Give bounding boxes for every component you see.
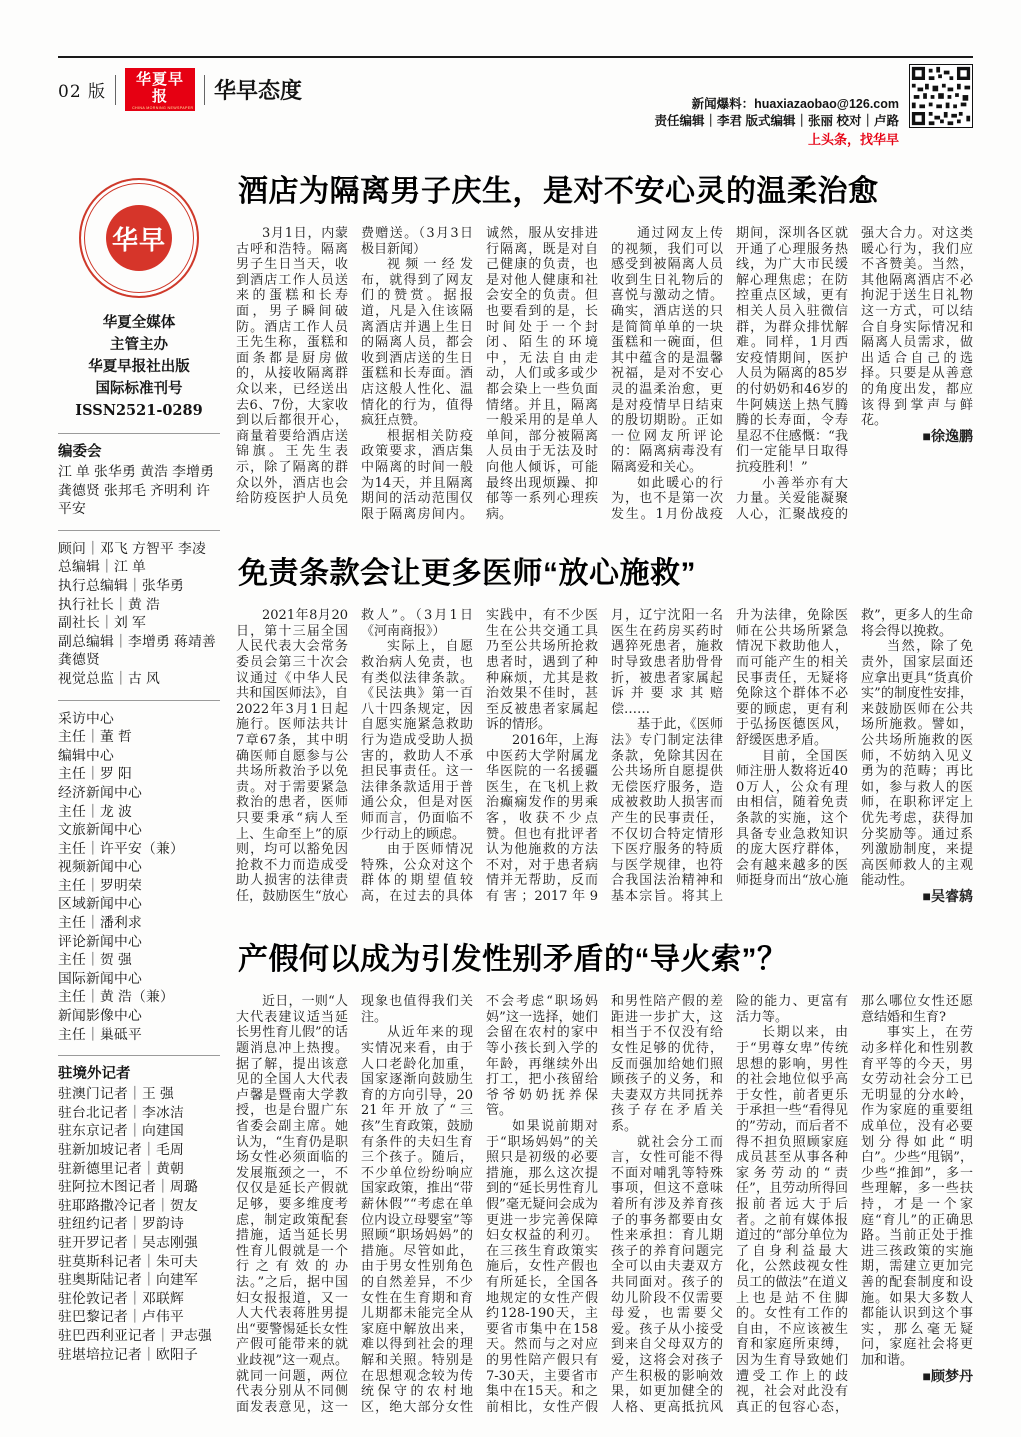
sidebar-line: 主任｜龙 波	[58, 803, 133, 819]
sidebar-section	[58, 700, 220, 1045]
sidebar-line: 主任｜董 哲	[58, 729, 133, 745]
article-3-body	[236, 994, 973, 1415]
sidebar-line: 副社长｜刘 军	[58, 615, 147, 631]
sidebar-line: 视觉总监｜古 风	[58, 670, 161, 686]
sidebar-section	[58, 433, 220, 519]
page-header	[58, 62, 973, 148]
article-paragraph: 事实上，在劳动多样化和性别教育平等的今天，男女劳动社会分工已无明显的分水岭，作为家庭的重要组成单位，没有必要划分得如此“明白”。少些“甩锅”，少些“推卸”，多一些理解，多一些扶持，才是一个家庭“育儿”的正确思路。当前正处于推进三孩政策的实施期，需建立更加完善的配套制度和设施。如果大多数人都能认识到这个事实，那么毫无疑问，家庭社会将更加和谐。	[861, 1025, 973, 1368]
sidebar-section	[58, 1055, 220, 1364]
sidebar-line: 驻东京记者｜向建国	[58, 1123, 184, 1139]
sidebar-line: 驻耶路撒冷记者｜贺友	[58, 1197, 198, 1213]
header-divider	[115, 75, 116, 105]
sidebar-line: 驻堪培拉记者｜欧阳子	[58, 1346, 198, 1362]
sidebar-line: 驻澳门记者｜王 强	[58, 1086, 175, 1102]
sidebar-line: 主任｜潘利求	[58, 915, 142, 931]
article-paragraph: 通过网友上传的视频，我们可以感受到被隔离人员收到生日礼物后的喜悦与激动之情。确实，酒店送的只是简简单单的一块蛋糕和一碗面，但其中蕴含的是温馨祝福，是对不安心灵的温柔治愈，更是对疫情早日结束的殷切期盼。正如一位网友所评论的：隔离病毒没有隔离爱和关心。	[611, 226, 723, 475]
article-paragraph: 就社会分工而言，女性可能不得不面对哺乳等特殊事项，但这不意味着所有涉及养育孩子的事务都要由女性来承担：育儿期孩子的养育问题完全可以由夫妻双方共同面对。孩子的幼儿阶段不仅需要母爱，也需要父爱。孩子从小接受到来自父母双方的爱，这将会对孩子产生积极的影响效果，如更加健全的人格、更高抵抗风险的能力、更富有活力等。	[611, 994, 848, 1415]
article-paragraph: 基于此，《医师法》专门制定法律条款，免除其因在公共场所自愿提供无偿医疗服务，造成被救助人损害而产生的民事责任，不仅切合特定情形下医疗服务的特质与医学规律，也符合我国法治精神和基本宗旨。将其上升为法律，免除医师在公共场所紧急情况下救助他人，而可能产生的相关民事责任，无疑将免除这个群体不必要的顾虑，更有利于弘扬医德医风，舒缓医患矛盾。	[611, 608, 848, 904]
article-paragraph: 近日，一则“人大代表建议适当延长男性育儿假”的话题消息冲上热搜。据了解，提出该意见的全国人大代表卢馨是暨南大学教授，也是台盟广东省委会副主席。她认为，“生育仍是职场女性必须面临的发展瓶颈之一，不仅仅是延长产假就足够，要多维度考虑，制定政策配套措施，适当延长男性育儿假就是一个行之有效的办法。”之后，据中国妇女报报道，又一人大代表蒋胜男提出“要警惕延长女性产假可能带来的就业歧视”这一观点。就同一问题，两位代表分别从不同侧面发表意见，这一现象也值得我们关注。	[236, 994, 473, 1415]
article-paragraph: 由于医师情况特殊，公众对这个群体的期望值较高，在过去的具体实践中，有不少医生在公共交通工具乃至公共场所抢救患者时，遇到了种种麻烦，尤其是救治效果不佳时，甚至反被患者家属起诉的情形。	[361, 608, 598, 904]
sidebar-line: 江 单 张华勇 黄浩 李增勇 龚德贤 张邦毛 齐明利 许平安	[58, 464, 215, 517]
sidebar-line: 执行总编辑｜张华勇	[58, 577, 184, 593]
sidebar-line: 驻阿拉木图记者｜周璐	[58, 1179, 198, 1195]
sidebar-section-title: 编委会	[58, 444, 102, 460]
page-content	[58, 174, 973, 1437]
article-paragraph: 小善举亦有大力量。关爱能凝聚人心，汇聚战疫的强大合力。对这类暖心行为，我们应不吝赞美。当然，其他隔离酒店不必拘泥于送生日礼物这一方式，可以结合自身实际情况和隔离人员需求，做出适合自己的选择。只要是从善意的角度出发，都应该得到掌声与鲜花。	[736, 226, 973, 522]
article-paragraph: 如果说前期对于“职场妈妈”的关照只是初级的必要措施，那么这次提到的“延长男性育儿假”毫无疑问会成为更进一步完善保障妇女权益的利刃。在三孩生育政策实施后，女性产假也有所延长，全国各地规定的女性产假约128-190天，主要省市集中在158天。然而与之对应的男性陪产假只有7-30天，主要省市集中在15天。和之前相比，女性产假和男性陪产假的差距进一步扩大，这相当于不仅没有给女性足够的优待，反而强加给她们照顾孩子的义务，和夫妻双方共同抚养孩子存在矛盾关系。	[486, 994, 723, 1415]
sidebar-line: 文旅新闻中心	[58, 822, 142, 838]
header-left	[58, 62, 302, 111]
sidebar-section-title: 驻境外记者	[58, 1066, 131, 1083]
sidebar-line: 驻新德里记者｜黄朝	[58, 1160, 184, 1176]
publisher-line: ISSN2521-0289	[75, 402, 203, 419]
sidebar-line: 主任｜罗 阳	[58, 766, 133, 782]
article-2	[236, 556, 973, 908]
sidebar-line: 视频新闻中心	[58, 859, 142, 875]
article-paragraph: 从近年来的现实情况来看，由于人口老龄化加重，国家逐渐向鼓励生育的方向引导，2021年开放了“三孩”生育政策，鼓励有条件的夫妇生育三个孩子。随后，不少单位纷纷响应国家政策，推出“带薪休假”“考虑在单位内设立母婴室”等照顾“职场妈妈”的措施。尽管如此，由于男女性别角色的自然差异，不少女性在生育期和育儿期都未能完全从家庭中解放出来，难以得到社会的理解和关照。特别是在思想观念较为传统保守的农村地区，绝大部分女性不会考虑“职场妈妈”这一选择，她们会留在农村的家中等小孩长到入学的年龄，再继续外出打工，把小孩留给爷爷奶奶抚养保管。	[361, 994, 598, 1415]
sidebar-line: 新闻影像中心	[58, 1008, 142, 1024]
article-2-title: 免责条款会让更多医师“放心施救”	[238, 557, 696, 591]
article-author-byline: ■徐逸鹏	[922, 427, 973, 444]
article-paragraph: 3月1日，内蒙古呼和浩特。隔离男子生日当天，收到酒店工作人员送来的蛋糕和长寿面，男子瞬间破防。酒店工作人员王先生称，蛋糕和面条都是厨房做的，从接收隔离群众以来，已经送出去6、7份，大家收到以后都很开心，商量着要给酒店送锦旗。王先生表示，除了隔离的群众以外，酒店也会给防疫医护人员免费赠送。（3月3日极目新闻）	[236, 226, 473, 507]
section-title: 华早态度	[214, 78, 303, 103]
sidebar-line: 副总编辑｜李增勇 蒋靖善 龚德贤	[58, 633, 216, 668]
article-3	[236, 942, 973, 1415]
publisher-line: 主管主办	[110, 336, 168, 353]
sidebar-line: 总编辑｜江 单	[58, 559, 147, 575]
sidebar-line: 驻纽约记者｜罗韵诗	[58, 1216, 184, 1232]
qr-code	[909, 64, 973, 128]
article-1-title: 酒店为隔离男子庆生，是对不安心灵的温柔治愈	[238, 175, 879, 208]
sidebar-line: 驻伦敦记者｜邓联辉	[58, 1290, 184, 1306]
newspaper-name: 华夏早报	[136, 70, 185, 105]
sidebar-line: 驻巴西利亚记者｜尹志强	[58, 1327, 212, 1343]
sidebar-line: 主任｜贺 强	[58, 952, 133, 968]
article-paragraph: 根据相关防疫政策要求，酒店集中隔离的时间一般为14天，并且隔离期间的活动范围仅限于隔离房间内。诚然，服从安排进行隔离，既是对自己健康的负责，也是对他人健康和社会安全的负责。但也要看到的是，长时间处于一个封闭、陌生的环境中，无法自由走动，人们或多或少都会染上一些负面情绪。并且，隔离一般采用的是单人单间，部分被隔离人员由于无法及时向他人倾诉，可能最终出现烦躁、抑郁等一系列心理疾病。	[361, 226, 598, 522]
publisher-line: 华夏全媒体	[102, 314, 176, 331]
newspaper-name-english: CHINA MORNING NEWSPAPER	[132, 105, 194, 110]
sidebar-line: 主任｜许平安（兼）	[58, 840, 184, 856]
sidebar-line: 驻巴黎记者｜卢伟平	[58, 1309, 184, 1325]
article-paragraph: 2016年，上海中医药大学附属龙华医院的一名援疆医生，在飞机上救治癫痫发作的男乘客，收获不少点赞。但也有批评者认为他施救的方法不对，对于患者病情并无帮助，反而有害；2017年9月，辽宁沈阳一名医生在药房买药时遇猝死患者，施救时导致患者肋骨骨折，被患者家属起诉并要求其赔偿……	[486, 608, 723, 904]
sidebar-section	[58, 530, 220, 689]
sidebar-line: 驻莫斯科记者｜朱可夫	[58, 1253, 198, 1269]
newspaper-logo	[125, 68, 195, 111]
articles-area	[220, 174, 973, 1437]
sidebar-line: 主任｜巢砥平	[58, 1026, 142, 1042]
sidebar-line: 驻新加坡记者｜毛周	[58, 1142, 184, 1157]
publisher-info	[58, 312, 220, 422]
sidebar-line: 采访中心	[58, 710, 114, 726]
publisher-line: 华夏早报社出版	[88, 358, 190, 375]
sidebar-line: 驻奥斯陆记者｜向建军	[58, 1272, 198, 1288]
header-contact-block	[655, 62, 899, 149]
header-right	[655, 62, 973, 149]
news-tipline: 新闻爆料：huaxiazaobao@126.com	[691, 97, 899, 111]
sidebar-line: 主任｜黄 浩（兼）	[58, 989, 175, 1005]
article-3-title: 产假何以成为引发性别矛盾的“导火索”？	[238, 943, 788, 977]
sidebar-line: 经济新闻中心	[58, 784, 142, 800]
sidebar-line: 驻台北记者｜李冰洁	[58, 1104, 184, 1120]
article-paragraph: 实际上，自愿救治病人免责，也有类似法律条款。《民法典》第一百八十四条规定，因自愿实施紧急救助行为造成受助人损害的，救助人不承担民事责任。这一法律条款适用于普通公众，但是对医师而言，仍面临不少行动上的顾虑。	[361, 639, 473, 842]
sidebar-line: 主任｜罗明荣	[58, 877, 142, 893]
article-author-byline: ■顾梦丹	[922, 1367, 973, 1384]
header-rule	[58, 56, 973, 58]
article-2-body	[236, 608, 973, 908]
sidebar-sections	[58, 433, 220, 1364]
page-number-label: 02 版	[58, 82, 107, 102]
article-author-byline: ■吴睿鸫	[922, 887, 973, 904]
article-paragraph: 2021年8月20日，第十三届全国人民代表大会常务委员会第三十次会议通过《中华人民共和国医师法》，自2022年3月1日起施行。医师法共计7章67条，其中明确医师自愿参与公共场所救治予以免责。对于需要紧急救治的患者，医师只要秉承“病人至上、生命至上”的原则，均可以豁免因抢救不力而造成受助人损害的法律责任，鼓励医生“放心救人”。（3月1日《河南商报》）	[236, 608, 473, 904]
article-paragraph: 当然，除了免责外，国家层面还应拿出更具“货真价实”的制度性安排，来鼓励医师在公共场所施救。譬如，公共场所施救的医师，不妨纳入见义勇为的范畴；再比如，参与救人的医师，在职称评定上优先考虑，获得加分奖励等。通过系列激励制度，来提高医师救人的主观能动性。	[861, 639, 973, 889]
sidebar-line: 顾问｜邓飞 方智平 李凌	[58, 540, 207, 556]
sidebar-line: 评论新闻中心	[58, 933, 142, 949]
slogan-line: 上头条，找华早	[807, 132, 899, 147]
sidebar-line: 驻开罗记者｜吴志刚强	[58, 1234, 198, 1250]
seal-characters: 华早	[106, 205, 172, 271]
newspaper-seal-logo	[79, 178, 199, 298]
article-paragraph: 目前，全国医师注册人数将近400万人，公众有理由相信，随着免责条款的实施，这个具备专业急救知识的庞大医疗群体，会有越来越多的医师挺身而出“放心施救”，更多人的生命将会得以挽救。	[736, 608, 973, 889]
sidebar-line: 国际新闻中心	[58, 970, 142, 986]
qr-code-pattern	[910, 65, 972, 127]
publisher-line: 国际标准刊号	[95, 380, 183, 397]
sidebar-line: 执行社长｜黄 浩	[58, 596, 161, 612]
header-divider	[204, 75, 205, 105]
article-1-body	[236, 226, 973, 522]
masthead-sidebar	[58, 174, 220, 1437]
sidebar-line: 区域新闻中心	[58, 896, 142, 912]
sidebar-line: 编辑中心	[58, 747, 114, 763]
article-1	[236, 174, 973, 522]
editors-line: 责任编辑｜李君 版式编辑｜张丽 校对｜卢路	[654, 114, 899, 128]
article-paragraph: 如此暖心的行为，也不是第一次发生。1月份战疫期间，深圳各区就开通了心理服务热线，为广大市民缓解心理焦虑；在防控重点区域，更有相关人员入驻微信群，为群众排忧解难。同样，1月西安疫情期间，医护人员为隔离的85岁的付奶奶和46岁的牛阿姨送上热气腾腾的长寿面，令寿星忍不住感慨：“我们一定能早日取得抗疫胜利！”	[611, 226, 848, 522]
article-paragraph: 视频一经发布，就得到了网友们的赞赏。据报道，凡是入住该隔离酒店并遇上生日的隔离人员，都会收到酒店送的生日蛋糕和长寿面。酒店这般人性化、温情化的行为，值得疯狂点赞。	[361, 257, 473, 429]
article-paragraph: 长期以来，由于“男尊女卑”传统思想的影响，男性的社会地位似乎高于女性，前者更乐于承担一些“看得见的”劳动，而后者不得不担负照顾家庭成员甚至从事各种家务劳动的“责任”，且劳动所得回报前者远大于后者。之前有媒体报道过的“部分单位为了自身利益最大化，公然歧视女性员工的做法”在道义上也是站不住脚的。女性有工作的自由，不应该被生育和家庭所束缚，因为生育导致她们遭受工作上的歧视，社会对此没有真正的包容心态，那么哪位女性还愿意结婚和生育?	[736, 994, 973, 1415]
